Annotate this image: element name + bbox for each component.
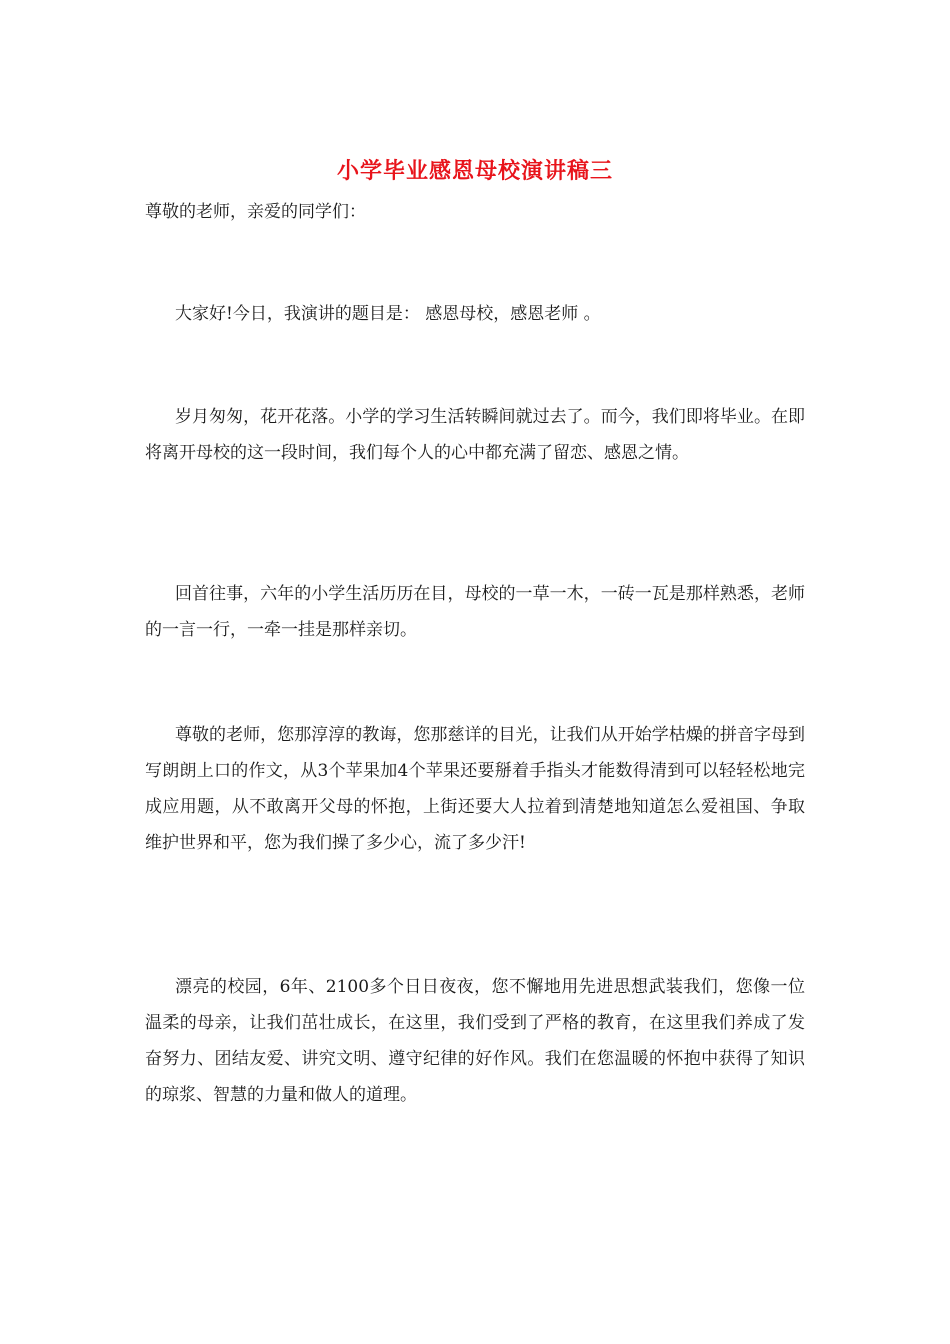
paragraph-1: 大家好!今日，我演讲的题目是： 感恩母校，感恩老师 。 <box>175 304 601 324</box>
document-title: 小学毕业感恩母校演讲稿三 <box>336 158 613 184</box>
paragraph-3: 回首往事，六年的小学生活历历在目，母校的一草一木，一砖一瓦是那样熟悉，老师的一言一行，一牵一挂是那样亲切。 <box>145 584 805 640</box>
paragraph-4: 尊敬的老师，您那淳淳的教诲，您那慈详的目光，让我们从开始学枯燥的拼音字母到写朗朗上口的作文，从3个苹果加4个苹果还要掰着手指头才能数得清到可以轻轻松地完成应用题，从不敢离开父母的怀抱，上街还要大人拉着到清楚地知道怎么爱祖国、争取维护世界和平，您为我们操了多少心，流了多少汗! <box>145 725 805 853</box>
salutation: 尊敬的老师，亲爱的同学们： <box>145 202 366 222</box>
paragraph-5: 漂亮的校园，6年、2100多个日日夜夜，您不懈地用先进思想武装我们，您像一位温柔的母亲，让我们茁壮成长，在这里，我们受到了严格的教育，在这里我们养成了发奋努力、团结友爱、讲究文明、遵守纪律的好作风。我们在您温暖的怀抱中获得了知识的琼浆、智慧的力量和做人的道理。 <box>145 977 805 1105</box>
paragraph-2: 岁月匆匆，花开花落。小学的学习生活转瞬间就过去了。而今，我们即将毕业。在即将离开母校的这一段时间，我们每个人的心中都充满了留恋、感恩之情。 <box>145 407 805 463</box>
